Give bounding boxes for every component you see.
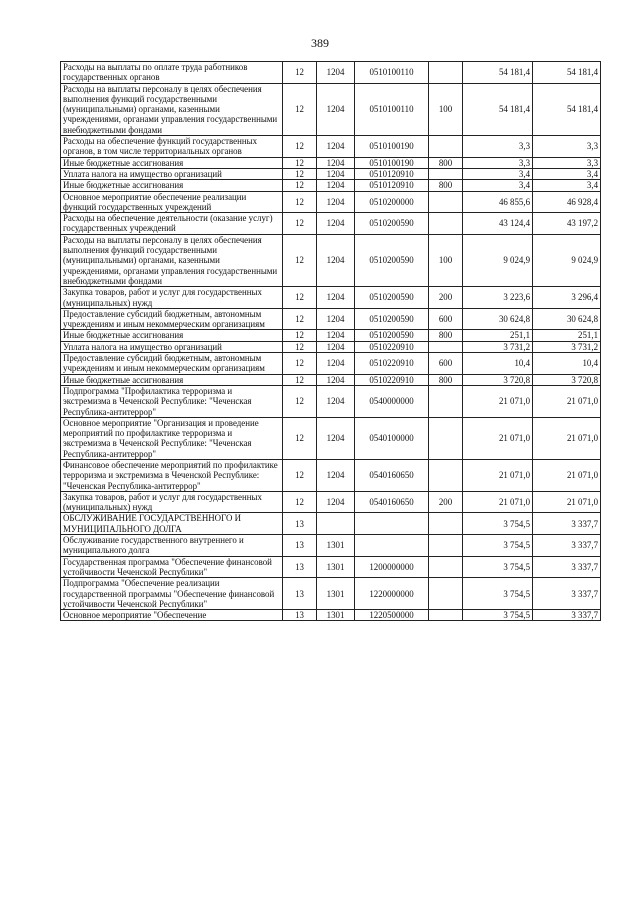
row-name-cell: Закупка товаров, работ и услуг для государственных (муниципальных) нужд [61,491,283,513]
subsection-code-cell: 1204 [317,459,355,491]
expense-type-cell [429,556,463,578]
table-row [61,308,601,330]
section-code-cell: 12 [283,234,317,286]
section-code-cell: 12 [283,287,317,309]
table-row [61,374,601,385]
amount-year1-cell: 3,3 [463,136,533,158]
target-article-cell: 0510220910 [355,341,429,352]
subsection-code-cell: 1204 [317,62,355,84]
row-name-cell: Уплата налога на имущество организаций [61,168,283,179]
amount-year2-cell: 3 337,7 [533,610,601,621]
expense-type-cell [429,417,463,459]
table-row [61,168,601,179]
amount-year1-cell: 21 071,0 [463,491,533,513]
section-code-cell: 12 [283,385,317,417]
expense-type-cell [429,62,463,84]
amount-year1-cell: 3 754,5 [463,610,533,621]
section-code-cell: 12 [283,157,317,168]
expense-type-cell [429,513,463,535]
subsection-code-cell: 1204 [317,213,355,235]
table-row [61,535,601,557]
target-article-cell: 0510200590 [355,234,429,286]
expense-type-cell [429,213,463,235]
subsection-code-cell: 1204 [317,341,355,352]
section-code-cell: 12 [283,341,317,352]
amount-year1-cell: 3,4 [463,168,533,179]
subsection-code-cell: 1204 [317,180,355,191]
subsection-code-cell: 1204 [317,136,355,158]
table-row [61,136,601,158]
amount-year1-cell: 251,1 [463,330,533,341]
page-number: 389 [311,36,329,50]
section-code-cell: 12 [283,491,317,513]
amount-year2-cell: 30 624,8 [533,308,601,330]
expense-type-cell: 200 [429,491,463,513]
subsection-code-cell: 1204 [317,308,355,330]
amount-year2-cell: 3 720,8 [533,374,601,385]
row-name-cell: Обслуживание государственного внутреннего и муниципального долга [61,535,283,557]
row-name-cell: Подпрограмма "Обеспечение реализации государственной программы "Обеспечение финансовой устойчивости Чеченской Республики" [61,578,283,610]
table-row [61,234,601,286]
section-code-cell: 13 [283,556,317,578]
amount-year1-cell: 30 624,8 [463,308,533,330]
row-name-cell: Уплата налога на имущество организаций [61,341,283,352]
amount-year2-cell: 3,4 [533,168,601,179]
target-article-cell: 0540000000 [355,385,429,417]
section-code-cell: 12 [283,180,317,191]
section-code-cell: 12 [283,136,317,158]
subsection-code-cell: 1204 [317,234,355,286]
expense-type-cell [429,341,463,352]
amount-year1-cell: 43 124,4 [463,213,533,235]
expense-type-cell: 800 [429,330,463,341]
amount-year2-cell: 251,1 [533,330,601,341]
row-name-cell: Иные бюджетные ассигнования [61,374,283,385]
amount-year1-cell: 10,4 [463,353,533,375]
expense-type-cell [429,535,463,557]
subsection-code-cell [317,513,355,535]
table-row [61,330,601,341]
target-article-cell [355,535,429,557]
amount-year2-cell: 3 337,7 [533,556,601,578]
table-row [61,191,601,213]
target-article-cell: 0510220910 [355,353,429,375]
table-row [61,578,601,610]
table-row [61,353,601,375]
amount-year2-cell: 54 181,4 [533,62,601,84]
amount-year2-cell: 10,4 [533,353,601,375]
amount-year2-cell: 21 071,0 [533,385,601,417]
subsection-code-cell: 1204 [317,374,355,385]
subsection-code-cell: 1301 [317,556,355,578]
amount-year1-cell: 9 024,9 [463,234,533,286]
amount-year1-cell: 3 720,8 [463,374,533,385]
row-name-cell: Расходы на выплаты по оплате труда работников государственных органов [61,62,283,84]
subsection-code-cell: 1204 [317,83,355,135]
subsection-code-cell: 1301 [317,610,355,621]
table-row [61,62,601,84]
target-article-cell: 0510200590 [355,213,429,235]
row-name-cell: Закупка товаров, работ и услуг для государственных (муниципальных) нужд [61,287,283,309]
table-row [61,491,601,513]
subsection-code-cell: 1204 [317,417,355,459]
subsection-code-cell: 1204 [317,191,355,213]
expense-type-cell: 800 [429,157,463,168]
row-name-cell: Иные бюджетные ассигнования [61,180,283,191]
expense-type-cell [429,578,463,610]
target-article-cell: 0510220910 [355,374,429,385]
amount-year1-cell: 21 071,0 [463,385,533,417]
expense-type-cell: 100 [429,83,463,135]
expense-type-cell: 200 [429,287,463,309]
section-code-cell: 12 [283,330,317,341]
subsection-code-cell: 1204 [317,157,355,168]
section-code-cell: 12 [283,83,317,135]
subsection-code-cell: 1204 [317,168,355,179]
amount-year1-cell: 46 855,6 [463,191,533,213]
amount-year2-cell: 21 071,0 [533,459,601,491]
row-name-cell: Расходы на обеспечение деятельности (оказание услуг) государственных учреждений [61,213,283,235]
amount-year1-cell: 3 731,2 [463,341,533,352]
table-row [61,417,601,459]
amount-year2-cell: 46 928,4 [533,191,601,213]
target-article-cell: 1200000000 [355,556,429,578]
amount-year1-cell: 3,4 [463,180,533,191]
section-code-cell: 12 [283,191,317,213]
amount-year2-cell: 3,3 [533,136,601,158]
target-article-cell: 0540160650 [355,491,429,513]
target-article-cell: 0540160650 [355,459,429,491]
expense-type-cell: 600 [429,353,463,375]
section-code-cell: 12 [283,168,317,179]
table-row [61,610,601,621]
section-code-cell: 12 [283,308,317,330]
table-row [61,513,601,535]
subsection-code-cell: 1204 [317,330,355,341]
section-code-cell: 12 [283,459,317,491]
target-article-cell: 0510100190 [355,157,429,168]
amount-year2-cell: 3 337,7 [533,535,601,557]
table-row [61,556,601,578]
target-article-cell: 0510100110 [355,83,429,135]
amount-year2-cell: 3,4 [533,180,601,191]
row-name-cell: Основное мероприятие "Обеспечение [61,610,283,621]
section-code-cell: 13 [283,578,317,610]
target-article-cell: 0510100190 [355,136,429,158]
expense-type-cell [429,136,463,158]
target-article-cell: 0510200590 [355,287,429,309]
amount-year2-cell: 9 024,9 [533,234,601,286]
subsection-code-cell: 1204 [317,491,355,513]
table-row [61,213,601,235]
amount-year2-cell: 3 731,2 [533,341,601,352]
amount-year2-cell: 21 071,0 [533,417,601,459]
table-row [61,385,601,417]
section-code-cell: 12 [283,417,317,459]
target-article-cell: 0510100110 [355,62,429,84]
row-name-cell: Предоставление субсидий бюджетным, автономным учреждениям и иным некоммерческим организациям [61,353,283,375]
section-code-cell: 12 [283,213,317,235]
amount-year2-cell: 21 071,0 [533,491,601,513]
section-code-cell: 13 [283,513,317,535]
expense-type-cell: 800 [429,374,463,385]
row-name-cell: Финансовое обеспечение мероприятий по профилактике терроризма и экстремизма в Чеченской Республике: "Чеченская Республика-антитеррор" [61,459,283,491]
section-code-cell: 12 [283,353,317,375]
subsection-code-cell: 1204 [317,353,355,375]
amount-year2-cell: 3,3 [533,157,601,168]
amount-year2-cell: 3 337,7 [533,513,601,535]
amount-year2-cell: 54 181,4 [533,83,601,135]
row-name-cell: Иные бюджетные ассигнования [61,330,283,341]
section-code-cell: 12 [283,374,317,385]
amount-year2-cell: 43 197,2 [533,213,601,235]
row-name-cell: Расходы на обеспечение функций государственных органов, в том числе территориальных органов [61,136,283,158]
amount-year2-cell: 3 296,4 [533,287,601,309]
expense-type-cell [429,610,463,621]
amount-year1-cell: 3,3 [463,157,533,168]
target-article-cell: 0510120910 [355,168,429,179]
target-article-cell: 1220500000 [355,610,429,621]
expense-type-cell: 100 [429,234,463,286]
expense-type-cell [429,168,463,179]
subsection-code-cell: 1204 [317,287,355,309]
row-name-cell: ОБСЛУЖИВАНИЕ ГОСУДАРСТВЕННОГО И МУНИЦИПАЛЬНОГО ДОЛГА [61,513,283,535]
target-article-cell [355,513,429,535]
row-name-cell: Расходы на выплаты персоналу в целях обеспечения выполнения функций государственными (муниципальными) органами, казенными учреждениями, органами управления государственными внебюджетными фондами [61,234,283,286]
row-name-cell: Расходы на выплаты персоналу в целях обеспечения выполнения функций государственными (муниципальными) органами, казенными учреждениями, органами управления государственными внебюджетными фондами [61,83,283,135]
subsection-code-cell: 1301 [317,535,355,557]
section-code-cell: 13 [283,610,317,621]
target-article-cell: 0510120910 [355,180,429,191]
amount-year1-cell: 3 754,5 [463,535,533,557]
table-row [61,341,601,352]
amount-year1-cell: 3 754,5 [463,578,533,610]
target-article-cell: 0510200590 [355,330,429,341]
expense-type-cell: 600 [429,308,463,330]
budget-table [60,61,601,621]
row-name-cell: Государственная программа "Обеспечение финансовой устойчивости Чеченской Республики" [61,556,283,578]
target-article-cell: 0540100000 [355,417,429,459]
table-row [61,157,601,168]
amount-year2-cell: 3 337,7 [533,578,601,610]
target-article-cell: 1220000000 [355,578,429,610]
expense-type-cell [429,459,463,491]
expense-type-cell [429,191,463,213]
target-article-cell: 0510200000 [355,191,429,213]
target-article-cell: 0510200590 [355,308,429,330]
amount-year1-cell: 54 181,4 [463,62,533,84]
row-name-cell: Основное мероприятие обеспечение реализации функций государственных учреждений [61,191,283,213]
expense-type-cell: 800 [429,180,463,191]
table-row [61,459,601,491]
table-row [61,83,601,135]
table-row [61,180,601,191]
amount-year1-cell: 21 071,0 [463,417,533,459]
section-code-cell: 12 [283,62,317,84]
subsection-code-cell: 1301 [317,578,355,610]
row-name-cell: Предоставление субсидий бюджетным, автономным учреждениям и иным некоммерческим организациям [61,308,283,330]
row-name-cell: Иные бюджетные ассигнования [61,157,283,168]
table-row [61,287,601,309]
amount-year1-cell: 21 071,0 [463,459,533,491]
row-name-cell: Подпрограмма "Профилактика терроризма и экстремизма в Чеченской Республике: "Чеченская Республика-антитеррор" [61,385,283,417]
amount-year1-cell: 3 754,5 [463,513,533,535]
expense-type-cell [429,385,463,417]
amount-year1-cell: 3 223,6 [463,287,533,309]
subsection-code-cell: 1204 [317,385,355,417]
row-name-cell: Основное мероприятие "Организация и проведение мероприятий по профилактике терроризма и экстремизма в Чеченской Республике: "Чеченская Республика-антитеррор" [61,417,283,459]
section-code-cell: 13 [283,535,317,557]
amount-year1-cell: 54 181,4 [463,83,533,135]
amount-year1-cell: 3 754,5 [463,556,533,578]
